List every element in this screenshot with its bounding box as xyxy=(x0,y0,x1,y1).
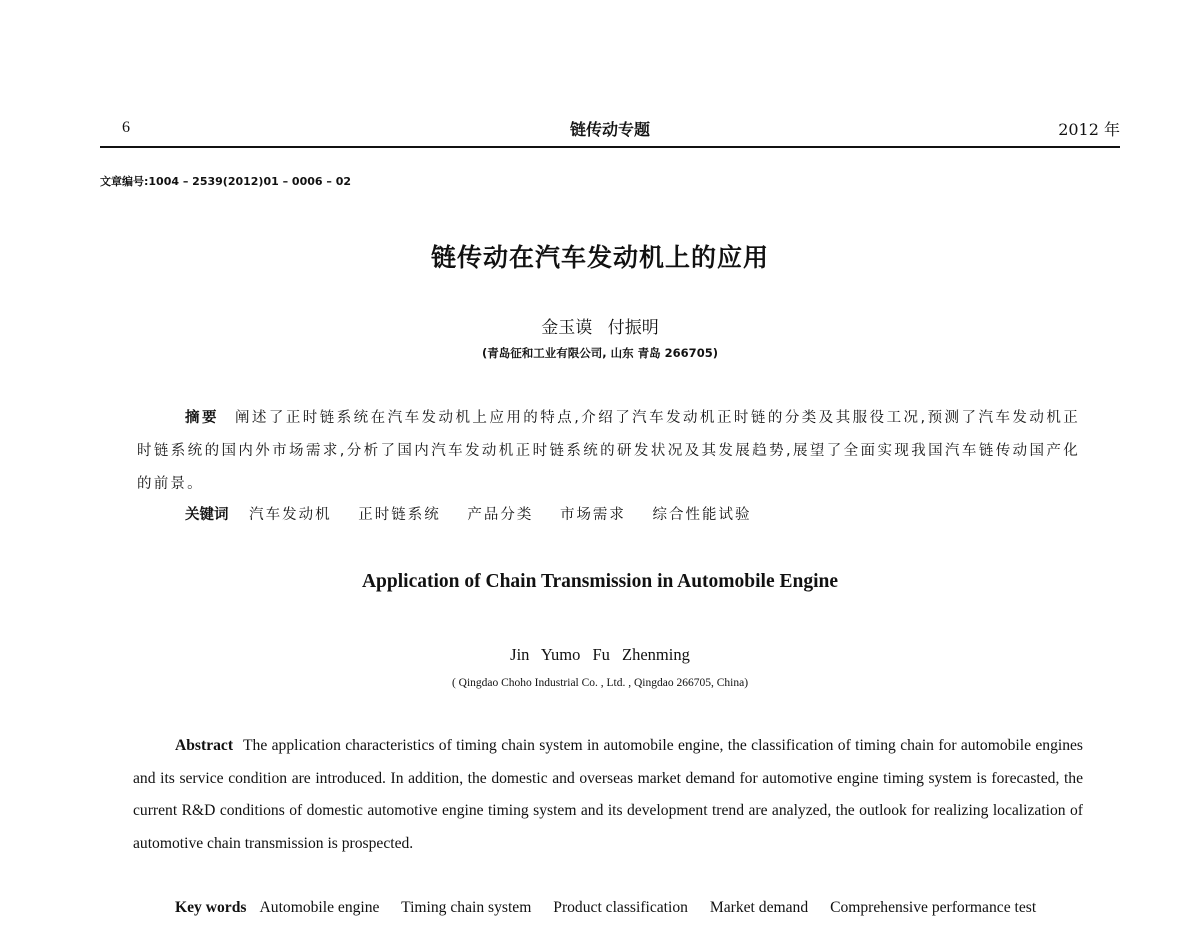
cn-keyword: 产品分类 xyxy=(467,507,534,523)
page-header xyxy=(100,115,1120,145)
en-keywords-label: Key words xyxy=(175,899,247,916)
cn-authors: 金玉谟 付振明 xyxy=(541,318,659,338)
en-abstract-label: Abstract xyxy=(175,737,234,754)
en-abstract xyxy=(133,730,1083,860)
cn-abstract-text: 阐述了正时链系统在汽车发动机上应用的特点,介绍了汽车发动机正时链的分类及其服役工况,预测了汽车发动机正时链系统的国内外市场需求,分析了国内汽车发动机正时链系统的研发状况及其发展趋势,展望了全面实现我国汽车链传动国产化的前景。 xyxy=(137,410,1080,492)
cn-keyword: 综合性能试验 xyxy=(652,507,752,523)
cn-keywords-label: 关键词 xyxy=(185,507,229,523)
cn-abstract-label: 摘要 xyxy=(185,410,219,426)
en-keyword: Automobile engine xyxy=(259,899,380,916)
journal-section-title: 链传动专题 xyxy=(569,120,650,139)
cn-keyword: 市场需求 xyxy=(559,507,626,523)
article-number: 文章编号:1004 – 2539(2012)01 – 0006 – 02 xyxy=(100,175,352,188)
en-title: Application of Chain Transmission in Automobile Engine xyxy=(361,571,839,592)
en-keyword: Market demand xyxy=(709,899,809,916)
en-abstract-text: The application characteristics of timing chain system in automobile engine, the classification of timing chain for automobile engines and its service condition are introduced. In addition, the domestic and overseas market demand for automotive engine timing system is forecasted, the current R&D conditions of domestic automotive engine timing system and its development trend are analyzed, the outlook for realizing localization of automotive chain transmission is prospected. xyxy=(133,737,1083,852)
header-rule xyxy=(100,146,1120,148)
cn-affiliation: (青岛征和工业有限公司, 山东 青岛 266705) xyxy=(482,346,718,360)
en-keyword: Product classification xyxy=(553,899,688,916)
cn-abstract xyxy=(137,402,1080,501)
cn-keyword: 汽车发动机 xyxy=(249,507,332,523)
en-authors: Jin Yumo Fu Zhenming xyxy=(510,645,690,664)
en-keywords xyxy=(133,892,1083,925)
cn-keywords xyxy=(185,503,774,524)
cn-title: 链传动在汽车发动机上的应用 xyxy=(430,243,769,272)
en-affiliation: ( Qingdao Choho Industrial Co. , Ltd. , Qingdao 266705, China) xyxy=(451,677,749,689)
en-keyword: Timing chain system xyxy=(401,899,532,916)
cn-keyword: 正时链系统 xyxy=(358,507,441,523)
page-number: 6 xyxy=(122,119,130,136)
journal-year: 2012 年 xyxy=(1058,120,1120,139)
en-keyword: Comprehensive performance test xyxy=(830,899,1037,916)
